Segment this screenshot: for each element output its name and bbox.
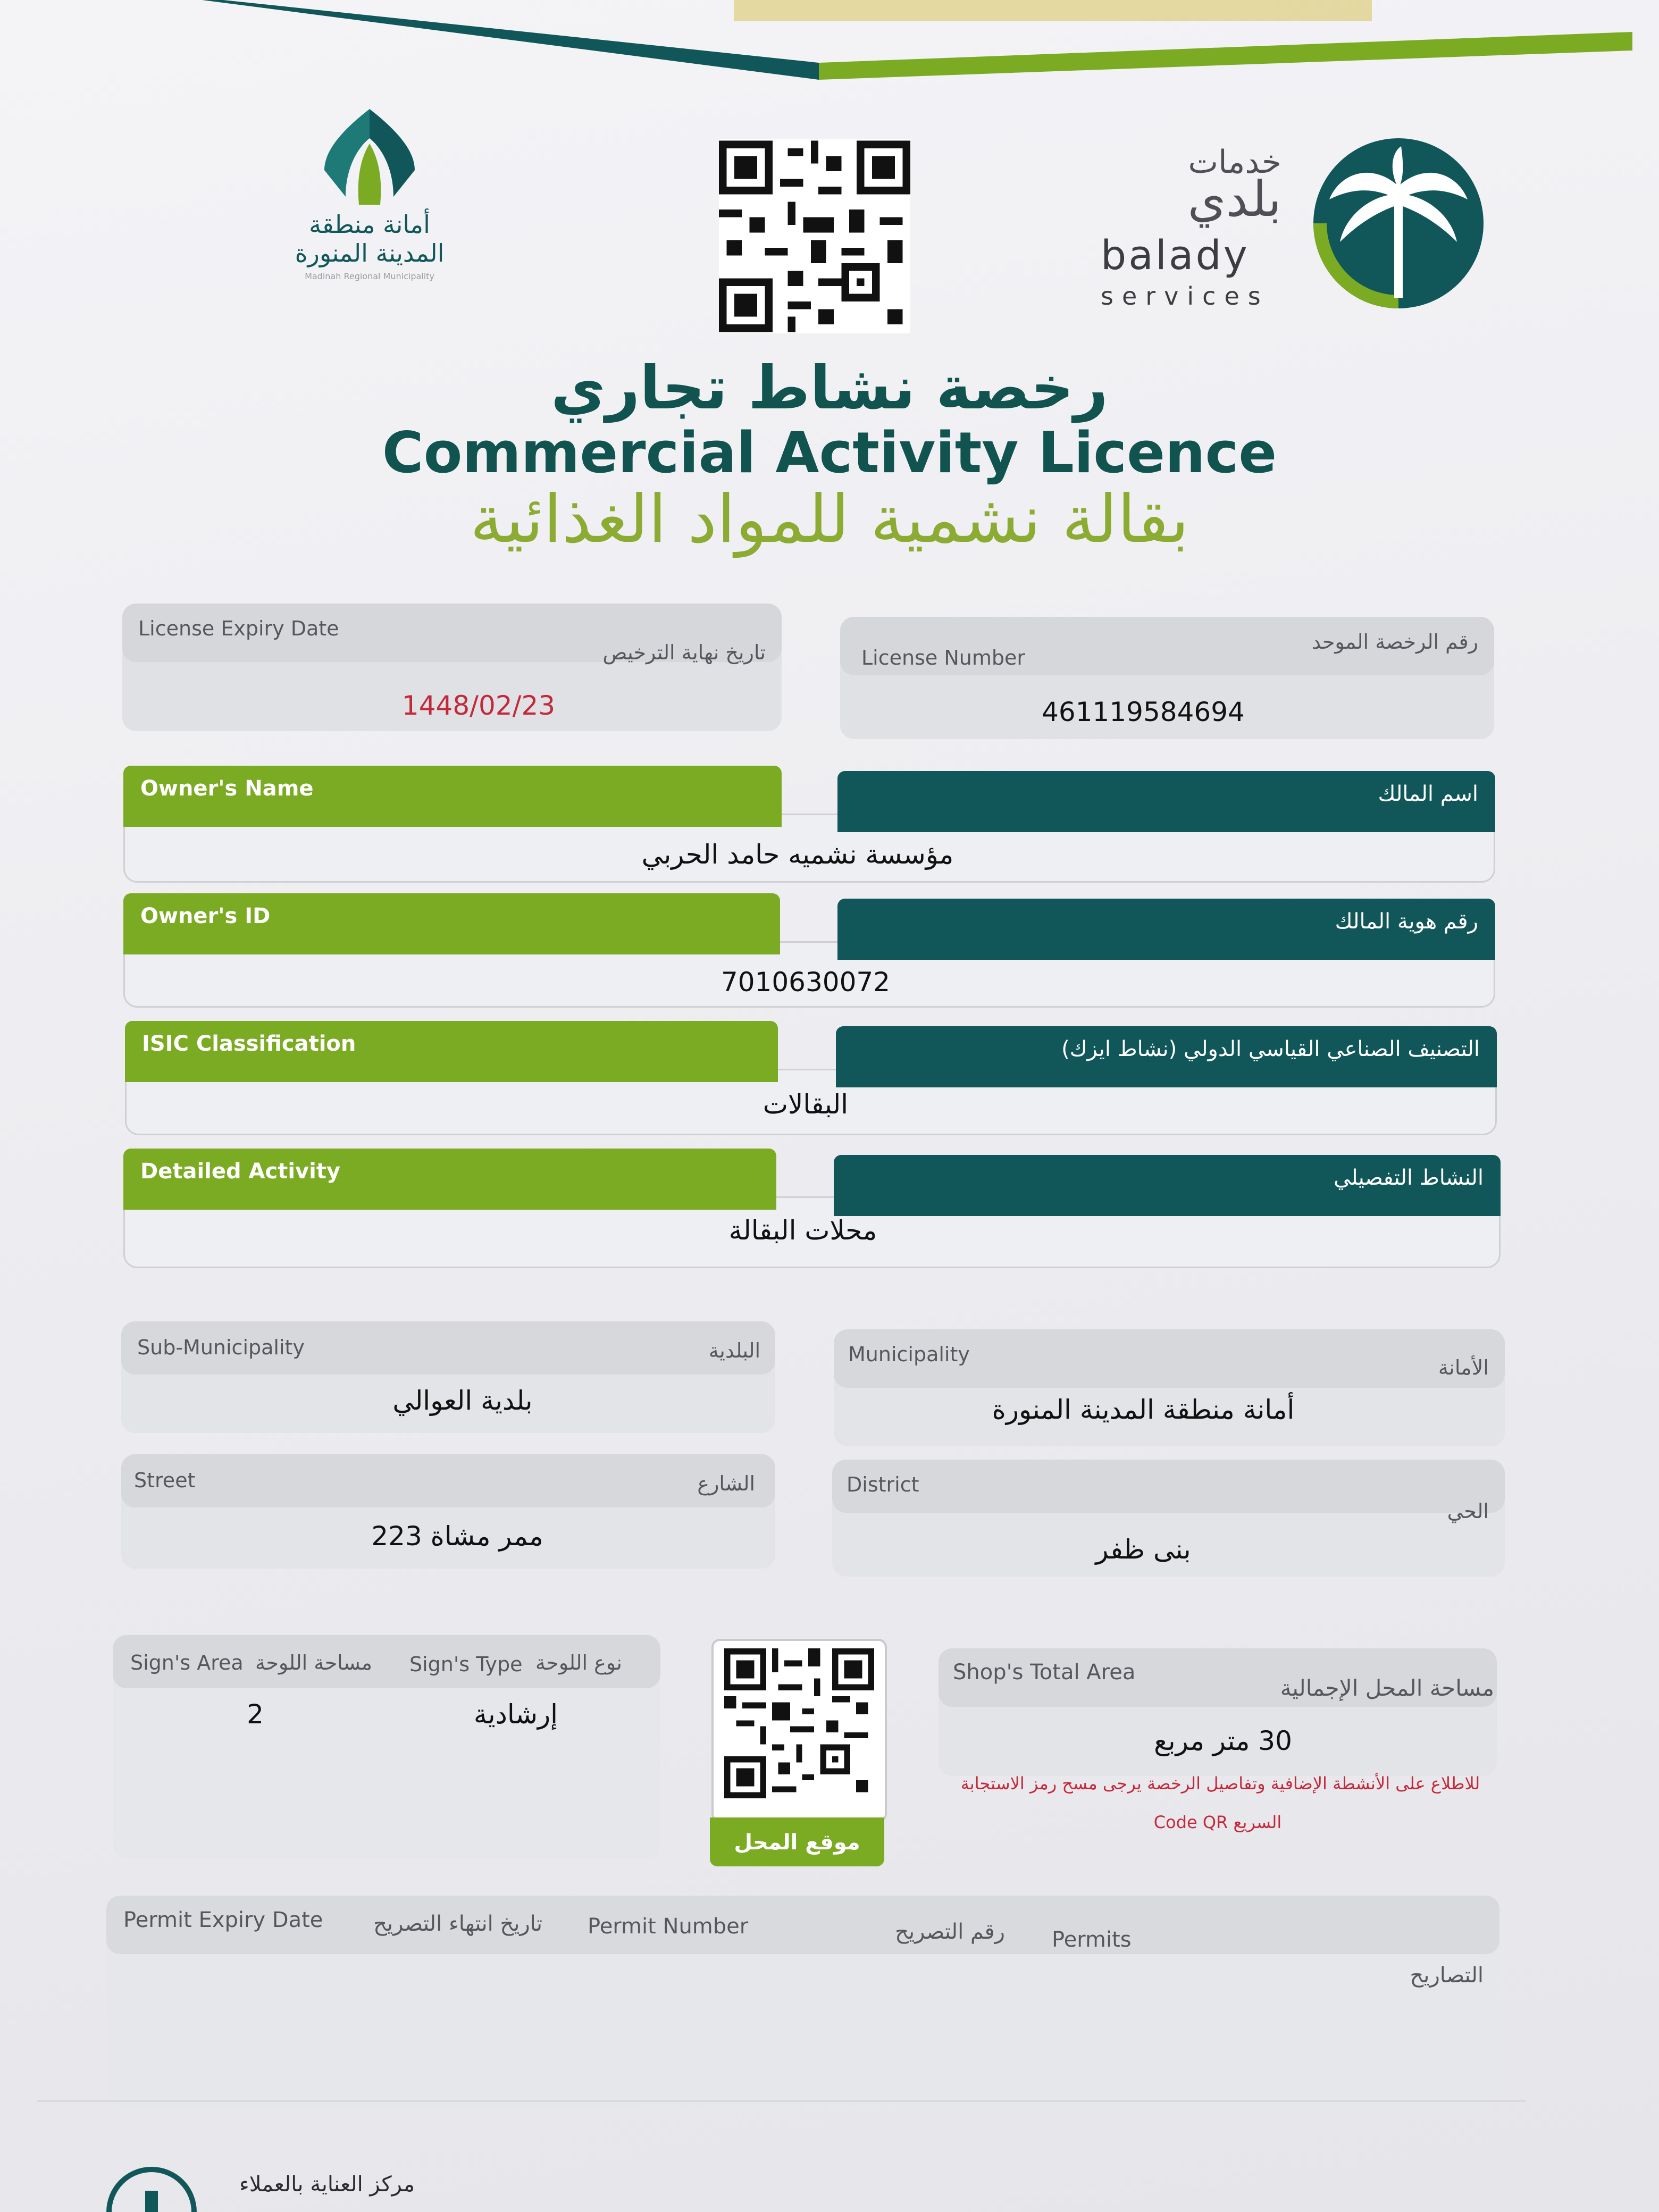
municipality-logo-english: Madinah Regional Municipality <box>305 271 434 281</box>
balady-logo-text-en: balady <box>1101 231 1250 279</box>
sign-area-label-en: Sign's Area <box>130 1651 244 1674</box>
qr-note-line1: للاطلاع على الأنشطة الإضافية وتفاصيل الرخصة يرجى مسح رمز الاستجابة <box>960 1773 1480 1794</box>
owner-name-value: مؤسسة نشميه حامد الحربي <box>641 839 954 870</box>
permit-expiry-label-ar: تاريخ انتهاء التصريح <box>373 1912 542 1936</box>
owner-id-value: 7010630072 <box>720 967 891 998</box>
balady-ar-line2: بلدي <box>1187 171 1281 228</box>
license-number-label-en: License Number <box>861 646 1025 669</box>
shop-area-label-ar: مساحة المحل الإجمالية <box>1280 1675 1494 1701</box>
sign-type-label-ar: نوع اللوحة <box>535 1651 622 1674</box>
municipality-logo-text <box>266 210 473 267</box>
permits-label-en: Permits <box>1052 1928 1132 1952</box>
permit-number-label-en: Permit Number <box>588 1914 749 1939</box>
street-value: ممر مشاة 223 <box>371 1521 543 1552</box>
municipality-logo-line2: المدينة المنورة <box>295 239 445 267</box>
municipality-value: أمانة منطقة المدينة المنورة <box>992 1394 1295 1425</box>
customer-care-icon <box>104 2167 199 2212</box>
shop-area-label-en: Shop's Total Area <box>953 1660 1136 1685</box>
district-label-ar: الحي <box>1447 1499 1489 1523</box>
balady-ar-line1: خدمات <box>1188 144 1281 181</box>
sub-municipality-value: بلدية العوالي <box>392 1385 533 1416</box>
license-expiry-label-en: License Expiry Date <box>138 617 339 640</box>
shop-area-value: 30 متر مربع <box>1154 1725 1292 1756</box>
header-band <box>0 0 1659 106</box>
document-title-en: Commercial Activity Licence <box>382 420 1277 485</box>
sign-type-value: إرشادية <box>473 1699 558 1730</box>
isic-value: البقالات <box>763 1089 849 1120</box>
customer-care-text: مركز العناية بالعملاء <box>239 2172 415 2197</box>
shop-name: بقالة نشمية للمواد الغذائية <box>470 481 1189 558</box>
owner-id-label-en: Owner's ID <box>123 893 780 954</box>
license-expiry-label-ar: تاريخ نهاية الترخيص <box>602 641 766 664</box>
sign-area-value: 2 <box>247 1699 264 1730</box>
municipality-label-ar: الأمانة <box>1438 1356 1489 1379</box>
footer-divider <box>37 2100 1526 2102</box>
balady-logo-services: services <box>1101 282 1269 311</box>
shop-location-qr-code[interactable] <box>724 1648 874 1798</box>
license-number-value: 461119584694 <box>1042 697 1245 727</box>
owner-name-label-ar: اسم المالك <box>837 771 1495 832</box>
sub-municipality-label-en: Sub-Municipality <box>137 1336 305 1359</box>
document-title-ar: رخصة نشاط تجاري <box>551 354 1108 423</box>
license-qr-code[interactable] <box>719 139 910 333</box>
street-label-ar: الشارع <box>697 1472 755 1495</box>
balady-palm-logo-icon <box>1308 136 1489 311</box>
permit-number-label-ar: رقم التصريح <box>895 1920 1005 1944</box>
district-value: بنى ظفر <box>1095 1534 1191 1565</box>
owner-name-label-en: Owner's Name <box>123 766 782 827</box>
street-label-en: Street <box>134 1469 196 1492</box>
permit-expiry-label-en: Permit Expiry Date <box>123 1908 323 1932</box>
sign-area-label-ar: مساحة اللوحة <box>255 1651 372 1674</box>
district-label-en: District <box>847 1473 919 1496</box>
isic-label-ar: التصنيف الصناعي القياسي الدولي (نشاط ايزك) <box>836 1026 1497 1087</box>
municipality-logo-line1: أمانة منطقة <box>309 210 430 239</box>
qr-note-line2: السريع Code QR <box>1153 1812 1282 1832</box>
sub-municipality-label-ar: البلدية <box>708 1339 760 1362</box>
isic-label-en: ISIC Classification <box>125 1021 778 1082</box>
madinah-municipality-logo-icon <box>314 106 425 207</box>
detailed-activity-label-ar: النشاط التفصيلي <box>834 1155 1501 1216</box>
sign-type-label-en: Sign's Type <box>409 1653 523 1676</box>
license-number-label-ar: رقم الرخصة الموحد <box>1311 630 1478 653</box>
municipality-label-en: Municipality <box>848 1343 970 1366</box>
owner-id-label-ar: رقم هوية المالك <box>837 899 1495 960</box>
detailed-activity-value: محلات البقالة <box>728 1215 877 1246</box>
shop-location-label[interactable]: موقع المحل <box>710 1817 884 1866</box>
license-expiry-value: 1448/02/23 <box>401 690 556 721</box>
detailed-activity-label-en: Detailed Activity <box>123 1149 776 1210</box>
permits-label-ar: التصاريح <box>1410 1963 1484 1988</box>
balady-logo-text-ar <box>1095 144 1281 228</box>
